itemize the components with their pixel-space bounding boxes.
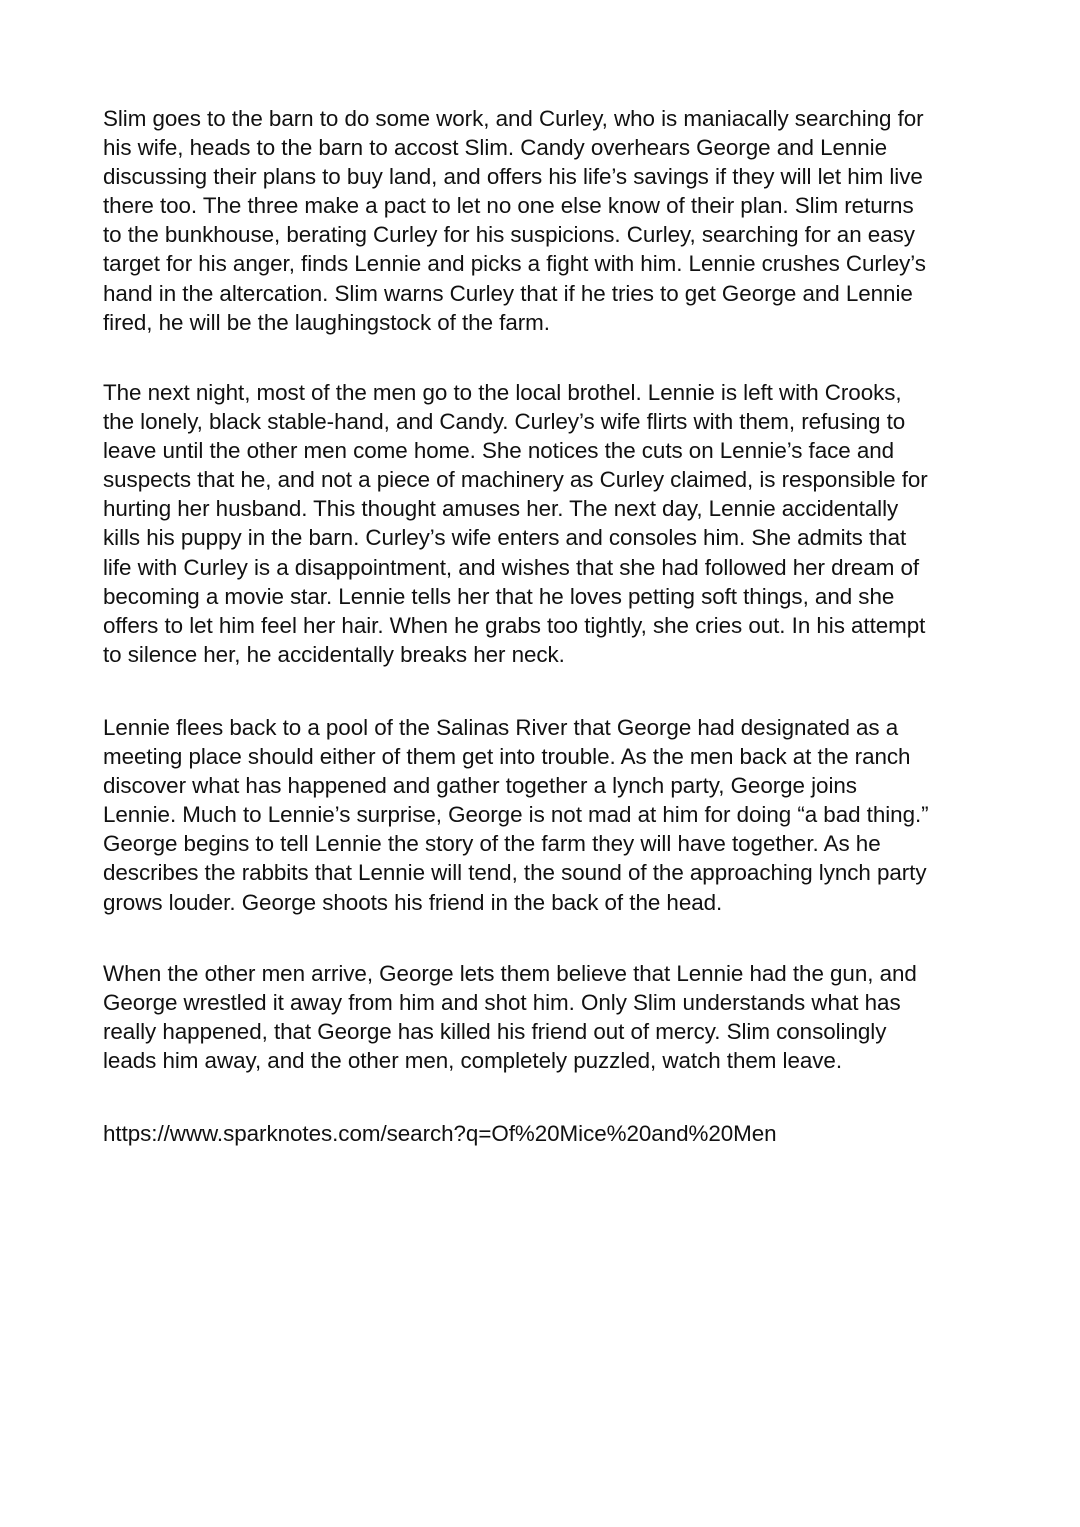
summary-paragraph-4 xyxy=(103,959,983,1075)
text-line: The next night, most of the men go to the local brothel. Lennie is left with Crooks, xyxy=(103,380,902,405)
summary-paragraph-2 xyxy=(103,378,983,669)
text-line: his wife, heads to the barn to accost Slim. Candy overhears George and Lennie xyxy=(103,135,888,161)
text-line: fired, he will be the laughingstock of the farm. xyxy=(103,309,550,335)
text-line: kills his puppy in the barn. Curley’s wife enters and consoles him. She admits that xyxy=(103,525,907,551)
text-line: becoming a movie star. Lennie tells her that he loves petting soft things, and she xyxy=(103,583,895,609)
text-line: life with Curley is a disappointment, and wishes that she had followed her dream of xyxy=(103,554,920,580)
text-line: to the bunkhouse, berating Curley for his suspicions. Curley, searching for an easy xyxy=(103,222,915,248)
text-line: target for his anger, finds Lennie and picks a fight with him. Lennie crushes Curley’s xyxy=(103,251,926,277)
text-line: George begins to tell Lennie the story of the farm they will have together. As he xyxy=(103,831,881,857)
summary-paragraph-3 xyxy=(103,713,983,917)
text-line: Lennie flees back to a pool of the Salinas River that George had designated as a xyxy=(103,715,899,740)
text-line: really happened, that George has killed his friend out of mercy. Slim consolingly xyxy=(103,1019,887,1045)
text-line: the lonely, black stable-hand, and Candy. Curley’s wife flirts with them, refusing to xyxy=(103,409,906,435)
text-line: describes the rabbits that Lennie will tend, the sound of the approaching lynch party xyxy=(103,860,927,886)
text-line: When the other men arrive, George lets them believe that Lennie had the gun, and xyxy=(103,961,917,986)
text-line: grows louder. George shoots his friend in the back of the head. xyxy=(103,889,723,915)
text-line: offers to let him feel her hair. When he grabs too tightly, she cries out. In his attempt xyxy=(103,612,926,638)
text-line: meeting place should either of them get into trouble. As the men back at the ranch xyxy=(103,744,911,770)
source-url-text: https://www.sparknotes.com/search?q=Of%20Mice%20and%20Men xyxy=(103,1121,777,1146)
text-line: to silence her, he accidentally breaks her neck. xyxy=(103,641,565,667)
text-line: George wrestled it away from him and shot him. Only Slim understands what has xyxy=(103,990,901,1016)
text-line: Lennie. Much to Lennie’s surprise, George is not mad at him for doing “a bad thing.” xyxy=(103,802,929,828)
text-line: suspects that he, and not a piece of machinery as Curley claimed, is responsible for xyxy=(103,467,928,493)
text-line: hand in the altercation. Slim warns Curley that if he tries to get George and Lennie xyxy=(103,280,913,306)
text-line: discover what has happened and gather together a lynch party, George joins xyxy=(103,773,857,799)
text-line: leads him away, and the other men, completely puzzled, watch them leave. xyxy=(103,1048,842,1074)
text-line: there too. The three make a pact to let no one else know of their plan. Slim returns xyxy=(103,193,914,219)
source-url xyxy=(103,1119,983,1148)
text-line: hurting her husband. This thought amuses her. The next day, Lennie accidentally xyxy=(103,496,899,522)
text-line: Slim goes to the barn to do some work, and Curley, who is maniacally searching for xyxy=(103,106,924,131)
summary-paragraph-1 xyxy=(103,104,983,337)
text-line: leave until the other men come home. She notices the cuts on Lennie’s face and xyxy=(103,438,895,464)
text-line: discussing their plans to buy land, and offers his life’s savings if they will let him live xyxy=(103,164,923,190)
